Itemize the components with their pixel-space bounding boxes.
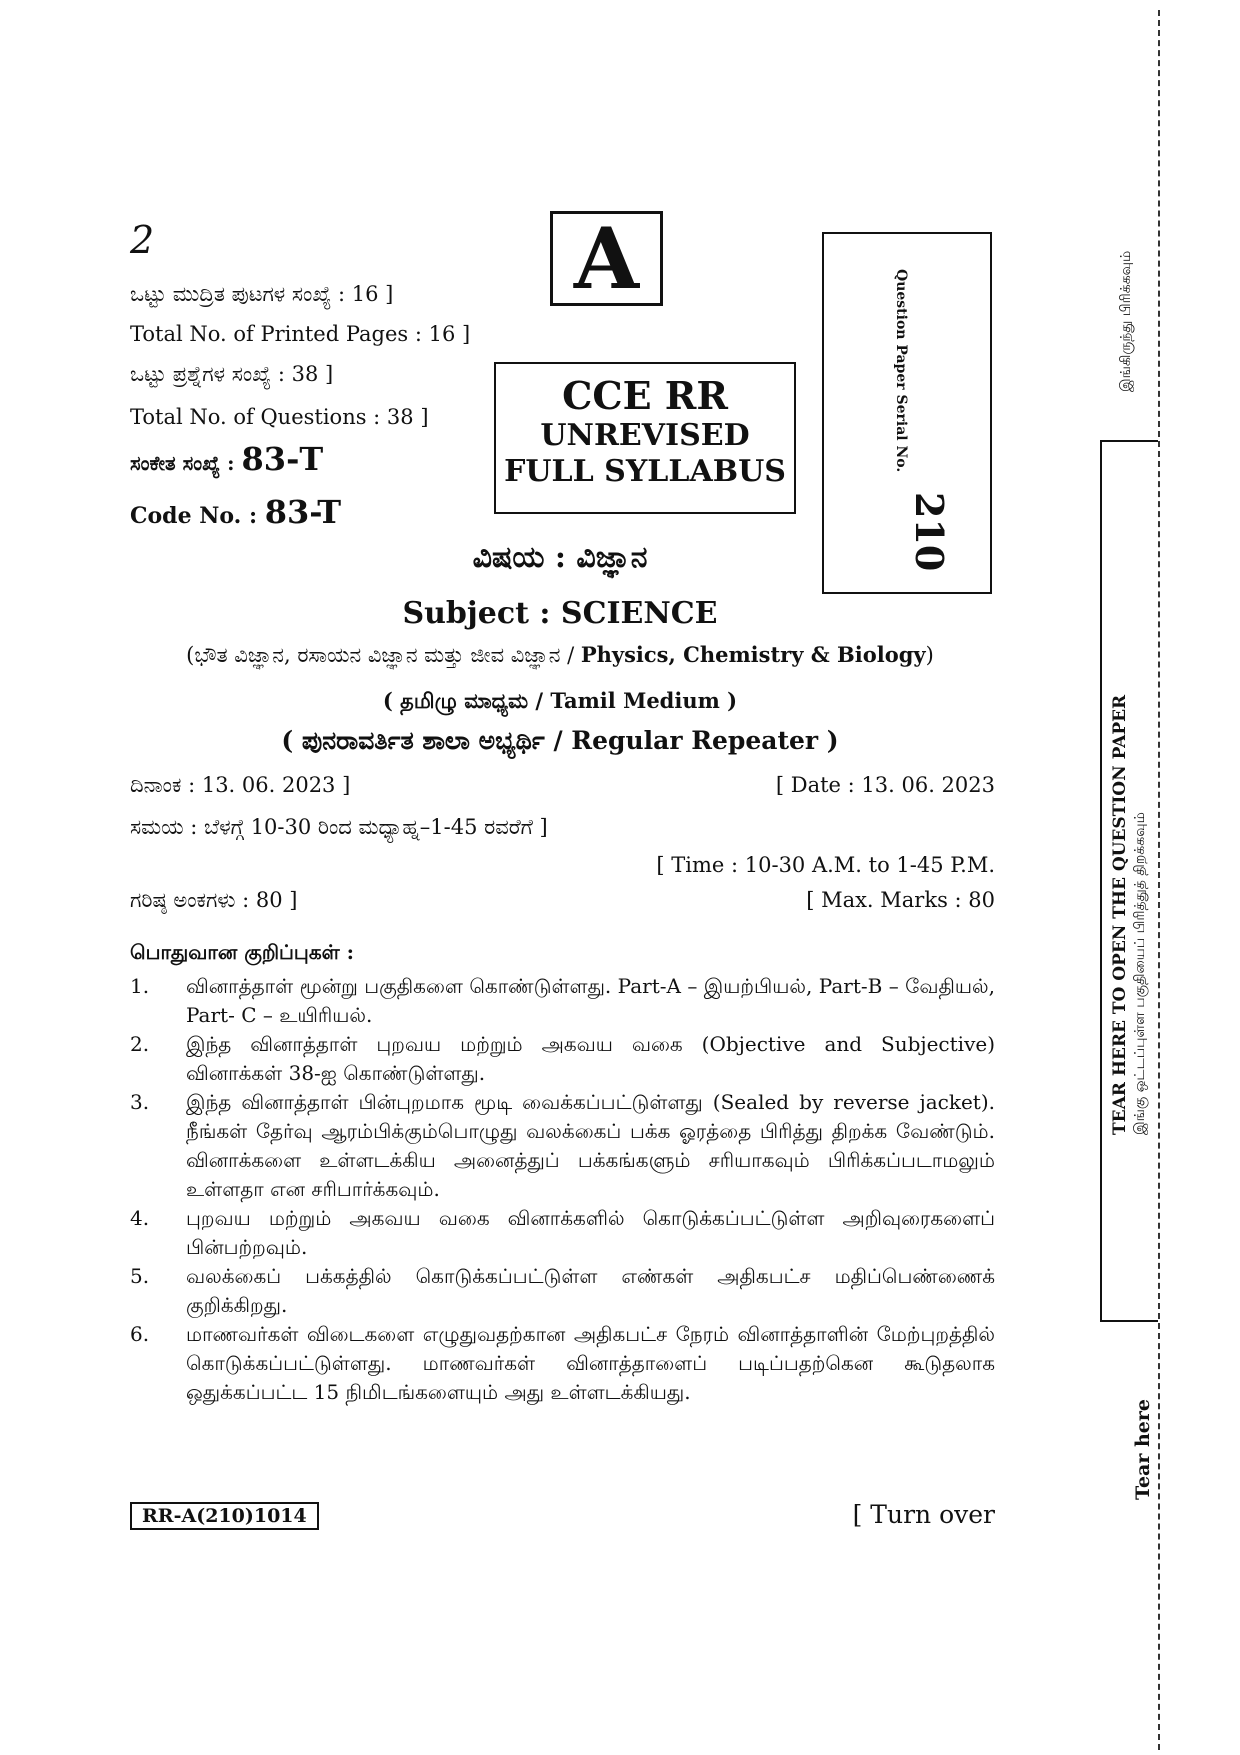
tear-dashed-line xyxy=(1158,10,1160,1750)
subject-subtitle-close: ) xyxy=(925,643,934,667)
code-value-kannada: 83-T xyxy=(241,440,324,478)
total-questions-english: Total No. of Questions : 38 ] xyxy=(130,405,429,429)
general-instructions-heading: பொதுவான குறிப்புகள் : xyxy=(130,940,355,964)
serial-label: Question Paper Serial No. xyxy=(893,269,909,473)
exam-line-2: UNREVISED xyxy=(540,418,750,453)
version-letter: A xyxy=(573,208,640,308)
paper-code-box: RR-A(210)1014 xyxy=(130,1502,319,1530)
instruction-item: 6. மாணவர்கள் விடைகளை எழுதுவதற்கான அதிகபட்ச நேரம் வினாத்தாளின் மேற்புறத்தில் கொடுக்கப்பட்டுள்ளது. மாணவர்கள் வினாத்தாளைப் படிப்பதற்கென கூடுதலாக ஒதுக்கப்பட்ட 15 நிமிடங்களையும் அது உள்ளடக்கியது. xyxy=(130,1322,995,1404)
tear-instruction-english: TEAR HERE TO OPEN THE QUESTION PAPER xyxy=(1110,694,1130,1135)
tear-instruction-tamil: இங்கு ஒட்டப்புள்ள பகுதியைப் பிரித்துத் திறக்கவும் xyxy=(1132,812,1148,1135)
total-questions-kannada: ಒಟ್ಟು ಪ್ರಶ್ನೆಗಳ ಸಂಖ್ಯೆ : 38 ] xyxy=(130,362,334,386)
time-row-kannada xyxy=(130,815,995,840)
serial-number: 210 xyxy=(907,492,952,572)
candidate-type-line: ( ಪುನರಾವರ್ತಿತ ಶಾಲಾ ಅಭ್ಯರ್ಥಿ / Regular Repeater ) xyxy=(281,726,839,755)
subject-subtitle-kannada: (ಭೌತ ವಿಜ್ಞಾನ, ರಸಾಯನ ವಿಜ್ಞಾನ ಮತ್ತು ಜೀವ ವಿಜ್ಞಾನ / xyxy=(186,643,581,667)
instruction-item: 5. வலக்கைப் பக்கத்தில் கொடுக்கப்பட்டுள்ள எண்கள் அதிகபட்ச மதிப்பெண்ணைக் குறிக்கிறது. xyxy=(130,1264,995,1317)
time-kannada: ಸಮಯ : ಬೆಳಗ್ಗೆ 10-30 ರಿಂದ ಮಧ್ಯಾಹ್ನ–1-45 ರವರೆಗೆ ] xyxy=(130,815,548,839)
time-english: [ Time : 10-30 A.M. to 1-45 P.M. xyxy=(656,853,995,877)
code-number-english xyxy=(130,493,341,531)
medium-line: ( தமிழு ಮಾಧ್ಯಮ / Tamil Medium ) xyxy=(382,688,738,713)
subject-kannada: ವಿಷಯ : ವಿಜ್ಞಾನ xyxy=(472,540,648,575)
tear-top-tamil: இங்கிருந்து பிரிக்கவும் xyxy=(1118,250,1134,392)
subject-subtitle-english: Physics, Chemistry & Biology xyxy=(580,642,926,667)
instruction-item: 4. புறவய மற்றும் அகவய வகை வினாக்களில் கொடுக்கப்பட்டுள்ள அறிவுரைகளைப் பின்பற்றவும். xyxy=(130,1206,995,1259)
exam-line-1: CCE RR xyxy=(562,373,728,418)
date-kannada: ದಿನಾಂಕ : 13. 06. 2023 ] xyxy=(130,773,351,797)
marks-row xyxy=(130,888,995,913)
instruction-item: 3. இந்த வினாத்தாள் பின்புறமாக மூடி வைக்கப்பட்டுள்ளது (Sealed by reverse jacket). நீங்கள் தேர்வு ஆரம்பிக்கும்பொழுது வலக்கைப் பக்க ஓரத்தை பிரித்து திறக்க வேண்டும். வினாக்களை உள்ளடக்கிய அனைத்துப் பக்கங்களும் சரியாகவும் பிரிக்கப்படாமலும் உள்ளதா என சரிபார்க்கவும். xyxy=(130,1090,995,1201)
page-number: 2 xyxy=(130,218,155,262)
instruction-item: 2. இந்த வினாத்தாள் புறவய மற்றும் அகவய வகை (Objective and Subjective) வினாக்கள் 38-ஐ கொண்டுள்ளது. xyxy=(130,1032,995,1085)
printed-pages-english: Total No. of Printed Pages : 16 ] xyxy=(130,322,471,346)
subject-english: Subject : SCIENCE xyxy=(402,596,718,631)
exam-type-box xyxy=(494,362,796,514)
code-label-kannada: ಸಂಕೇತ ಸಂಖ್ಯೆ : xyxy=(130,451,235,475)
marks-kannada: ಗರಿಷ್ಠ ಅಂಕಗಳು : 80 ] xyxy=(130,888,298,912)
code-number-kannada xyxy=(130,440,323,478)
tear-here-label: Tear here xyxy=(1132,1399,1154,1500)
subject-subtitle xyxy=(0,642,1120,668)
instructions-list xyxy=(130,972,995,1407)
marks-english: [ Max. Marks : 80 xyxy=(806,888,995,912)
exam-line-3: FULL SYLLABUS xyxy=(504,454,786,489)
date-english: [ Date : 13. 06. 2023 xyxy=(775,773,995,797)
instruction-item: 1. வினாத்தாள் மூன்று பகுதிகளை கொண்டுள்ளது. Part-A – இயற்பியல், Part-B – வேதியல், Part- C – உயிரியல். xyxy=(130,974,995,1027)
date-row xyxy=(130,773,995,798)
printed-pages-kannada: ಒಟ್ಟು ಮುದ್ರಿತ ಪುಟಗಳ ಸಂಖ್ಯೆ : 16 ] xyxy=(130,282,394,306)
code-label-english: Code No. : xyxy=(130,503,258,529)
code-value-english: 83-T xyxy=(264,493,342,531)
turn-over-label: [ Turn over xyxy=(852,1500,995,1529)
version-box xyxy=(550,208,663,308)
